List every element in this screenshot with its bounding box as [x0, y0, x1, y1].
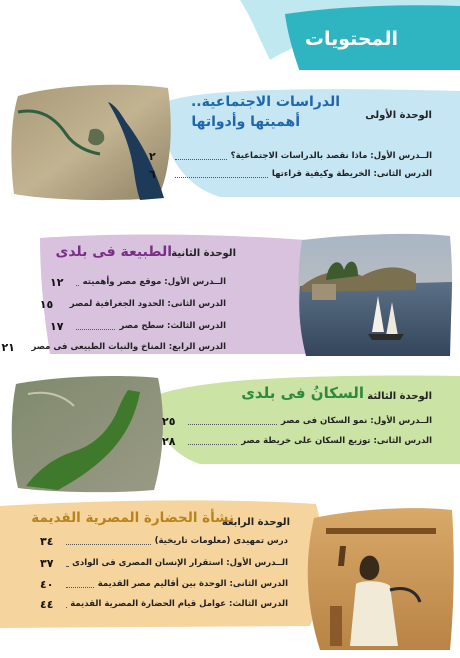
lesson-name: الدرس الثانى: توزيع السكان على خريطة مصر: [241, 436, 432, 446]
unit3-title: السكانُ فى بلدى: [241, 384, 364, 402]
dot-leader: [66, 566, 68, 567]
lesson-name: الدرس الثالث: عوامل قيام الحضارة المصرية القديمة: [70, 599, 288, 609]
unit2-lesson-3[interactable]: [50, 319, 226, 333]
unit4-lesson-3[interactable]: [40, 577, 288, 591]
dot-leader: [175, 177, 268, 178]
unit1-lesson-2[interactable]: [149, 167, 432, 181]
lesson-name: الدرس الثانى: الخريطة وكيفية قراءتها: [271, 169, 432, 179]
lesson-name: الــدرس الأول: موقع مصر وأهميته: [82, 277, 226, 287]
unit4-lesson-2[interactable]: [40, 556, 288, 570]
unit1-title-line2: أهميتها وأدواتها: [191, 114, 300, 130]
page-number: ١٧: [50, 319, 64, 333]
page-number: ٢٥: [162, 414, 176, 428]
unit2-lesson-1[interactable]: [50, 275, 226, 289]
lesson-name: الدرس الرابع: المناخ والنبات الطبيعى فى مصر: [31, 342, 226, 352]
unit1-label: الوحدة الأولى: [365, 110, 432, 121]
unit2-lesson-4[interactable]: [1, 340, 226, 354]
unit4-ancient-egypt-photo: [300, 506, 455, 652]
unit4-lesson-1[interactable]: [40, 534, 288, 548]
unit2-title: الطبيعة فى بلدى: [55, 244, 172, 260]
page-number: ١٥: [39, 297, 54, 311]
unit3-delta-photo: [8, 374, 168, 494]
lesson-name: الدرس الثانى: الحدود الجغرافية لمصر: [69, 299, 226, 309]
unit1-lesson-1[interactable]: [149, 149, 432, 163]
page-title: المحتويات: [304, 28, 398, 50]
page-number: ٤٠: [40, 577, 54, 591]
lesson-name: الــدرس الأول: استقرار الإنسان المصرى فى الوادى: [72, 558, 288, 568]
lesson-name: الــدرس الأول: نمو السكان فى مصر: [281, 416, 432, 426]
dot-leader: [188, 444, 237, 445]
page-number: ١٢: [50, 275, 64, 289]
page-number: ٢١: [1, 340, 15, 354]
unit2-label: الوحدة الثانية: [171, 248, 236, 259]
page-number: ٣٧: [40, 556, 54, 570]
lesson-name: الــدرس الأول: ماذا نقصد بالدراسات الاجتماعية؟: [230, 151, 432, 161]
unit2-lesson-2[interactable]: [39, 297, 226, 311]
page-number: ٢٨: [162, 434, 176, 448]
dot-leader: [66, 544, 151, 545]
page-number: ٦: [149, 167, 156, 181]
dot-leader: [76, 285, 79, 286]
unit3-label: الوحدة الثالثة: [367, 391, 432, 402]
unit4-label: الوحدة الرابعة: [221, 517, 290, 528]
page-number: ٣٤: [40, 534, 54, 548]
lesson-name: الدرس الثانى: الوحدة بين أقاليم مصر القديمة: [97, 579, 288, 589]
lesson-name: الدرس الثالث: سطح مصر: [119, 321, 226, 331]
unit4-title: نشأة الحضارة المصرية القديمة: [31, 510, 234, 526]
dot-leader: [188, 424, 277, 425]
unit3-lesson-2[interactable]: [162, 434, 432, 448]
unit4-lesson-4[interactable]: [40, 597, 288, 611]
dot-leader: [76, 329, 115, 330]
unit3-lesson-1[interactable]: [162, 414, 432, 428]
dot-leader: [175, 159, 227, 160]
dot-leader: [66, 587, 94, 588]
page-number: ٢: [149, 149, 156, 163]
unit2-nile-photo: [292, 232, 454, 358]
page-number: ٤٤: [40, 597, 54, 611]
lesson-name: درس تمهيدى (معلومات تاريخية): [154, 536, 288, 546]
unit1-title: الدراسات الاجتماعية..: [190, 94, 340, 110]
unit1-satellite-photo: [8, 82, 173, 202]
